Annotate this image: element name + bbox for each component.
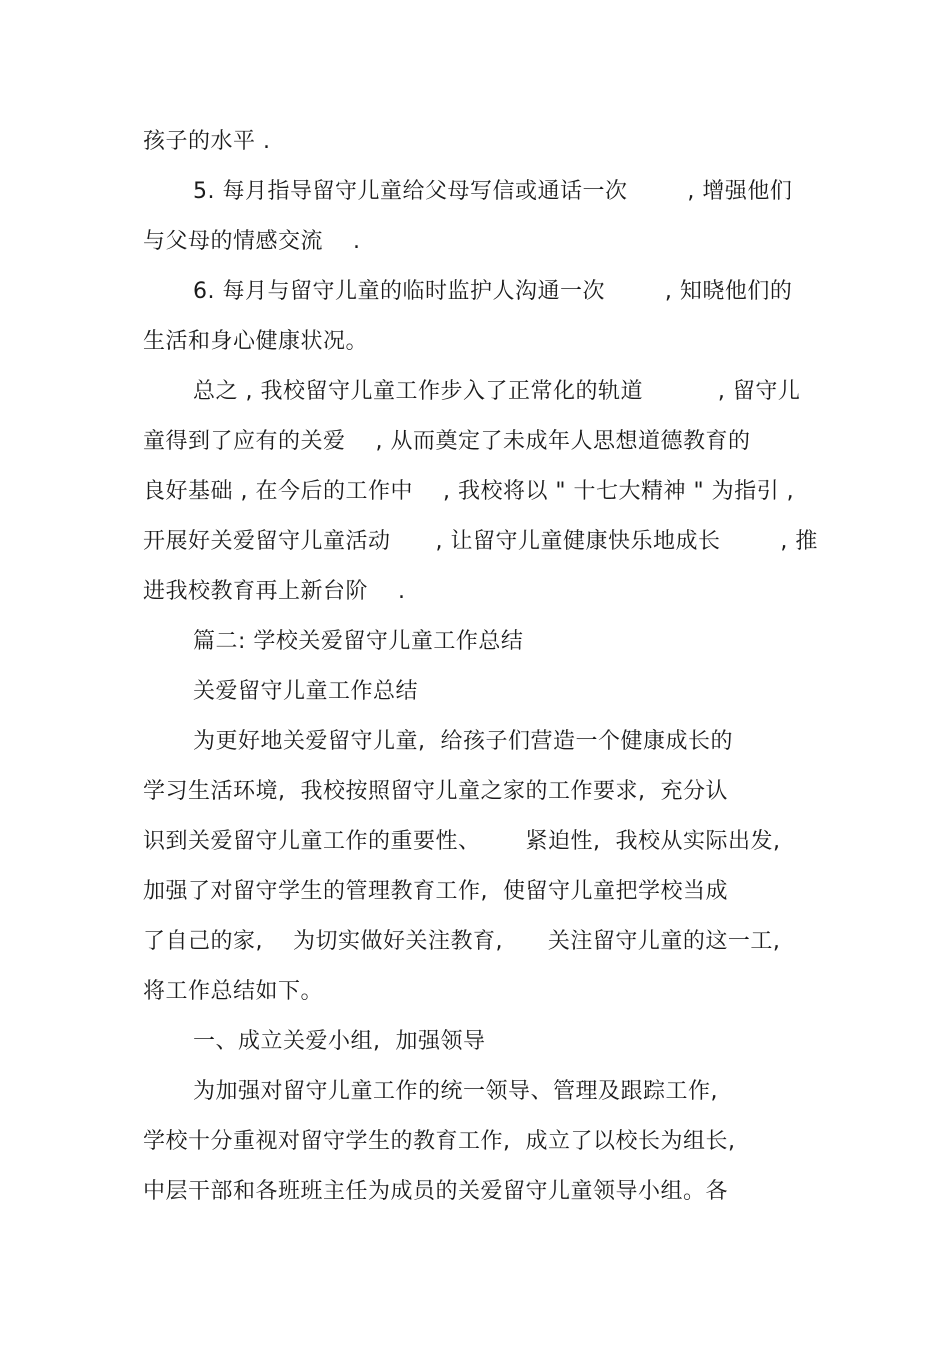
text-line-8: 良好基础 , 在今后的工作中 , 我校将以 " 十七大精神 " 为指引 , (143, 479, 795, 504)
text-line-2: 5. 每月指导留守儿童给父母写信或通话一次 , 增强他们 (193, 179, 793, 204)
text-line-17: 了自己的家, 为切实做好关注教育, 关注留守儿童的这一工, (143, 929, 781, 954)
text-line-16: 加强了对留守学生的管理教育工作, 使留守儿童把学校当成 (143, 879, 728, 904)
text-line-9: 开展好关爱留守儿童活动 , 让留守儿童健康快乐地成长 , 推 (143, 529, 818, 554)
subsection-heading: 一、成立关爱小组, 加强领导 (193, 1029, 486, 1054)
text-line-20: 为加强对留守儿童工作的统一领导、管理及跟踪工作, (193, 1079, 718, 1104)
text-line-7: 童得到了应有的关爱 , 从而奠定了未成年人思想道德教育的 (143, 429, 751, 454)
text-line-3: 与父母的情感交流 . (143, 229, 361, 254)
text-line-6: 总之 , 我校留守儿童工作步入了正常化的轨道 , 留守儿 (193, 379, 801, 404)
text-line-21: 学校十分重视对留守学生的教育工作, 成立了以校长为组长, (143, 1129, 736, 1154)
text-line-13: 为更好地关爱留守儿童, 给孩子们营造一个健康成长的 (193, 729, 733, 754)
text-line-10: 进我校教育再上新台阶 . (143, 579, 406, 604)
text-line-18: 将工作总结如下。 (143, 979, 324, 1004)
section-title: 关爱留守儿童工作总结 (193, 679, 419, 704)
text-line-4: 6. 每月与留守儿童的临时监护人沟通一次 , 知晓他们的 (193, 279, 793, 304)
section-heading: 篇二: 学校关爱留守儿童工作总结 (193, 629, 524, 654)
text-line-22: 中层干部和各班班主任为成员的关爱留守儿童领导小组。各 (143, 1179, 729, 1204)
text-line-1: 孩子的水平 . (143, 129, 271, 154)
text-line-5: 生活和身心健康状况。 (143, 329, 369, 354)
text-line-14: 学习生活环境, 我校按照留守儿童之家的工作要求, 充分认 (143, 779, 728, 804)
text-line-15: 识到关爱留守儿童工作的重要性、 紧迫性, 我校从实际出发, (143, 829, 781, 854)
